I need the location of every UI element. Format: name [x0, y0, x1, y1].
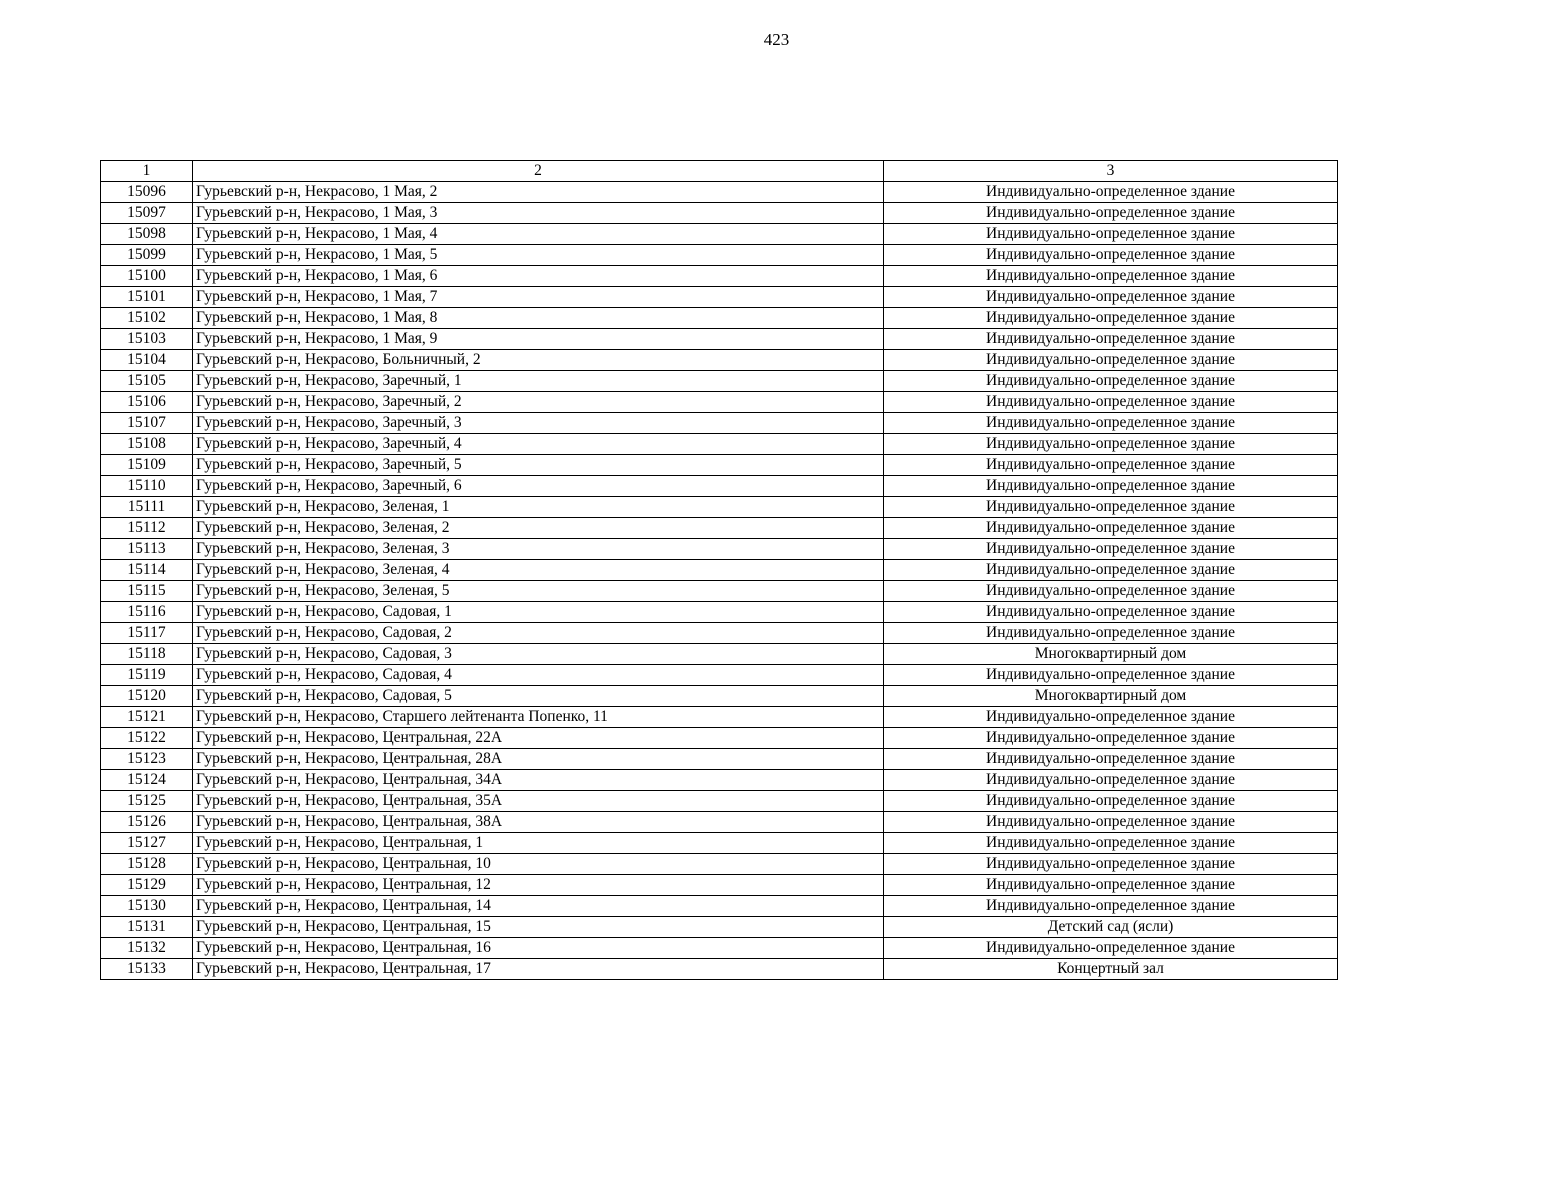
address-cell: Гурьевский р-н, Некрасово, Зеленая, 5 — [193, 581, 884, 602]
address-cell: Гурьевский р-н, Некрасово, 1 Мая, 7 — [193, 287, 884, 308]
table-row — [101, 371, 1338, 392]
row-number-cell: 15126 — [101, 812, 193, 833]
table-row — [101, 518, 1338, 539]
row-number-cell: 15122 — [101, 728, 193, 749]
table-row — [101, 497, 1338, 518]
address-cell: Гурьевский р-н, Некрасово, Центральная, 17 — [193, 959, 884, 980]
table-row — [101, 266, 1338, 287]
address-cell: Гурьевский р-н, Некрасово, Центральная, 14 — [193, 896, 884, 917]
table-row — [101, 602, 1338, 623]
object-type-cell: Индивидуально-определенное здание — [884, 287, 1338, 308]
table-row — [101, 749, 1338, 770]
row-number-cell: 15112 — [101, 518, 193, 539]
address-cell: Гурьевский р-н, Некрасово, Старшего лейтенанта Попенко, 11 — [193, 707, 884, 728]
object-type-cell: Индивидуально-определенное здание — [884, 476, 1338, 497]
object-type-cell: Индивидуально-определенное здание — [884, 308, 1338, 329]
row-number-cell: 15106 — [101, 392, 193, 413]
address-cell: Гурьевский р-н, Некрасово, Заречный, 2 — [193, 392, 884, 413]
object-type-cell: Индивидуально-определенное здание — [884, 224, 1338, 245]
address-cell: Гурьевский р-н, Некрасово, Садовая, 1 — [193, 602, 884, 623]
table-row — [101, 644, 1338, 665]
object-type-cell: Индивидуально-определенное здание — [884, 245, 1338, 266]
object-type-cell: Индивидуально-определенное здание — [884, 833, 1338, 854]
row-number-cell: 15108 — [101, 434, 193, 455]
row-number-cell: 15130 — [101, 896, 193, 917]
object-type-cell: Многоквартирный дом — [884, 644, 1338, 665]
row-number-cell: 15100 — [101, 266, 193, 287]
table-row — [101, 455, 1338, 476]
table-row — [101, 812, 1338, 833]
address-cell: Гурьевский р-н, Некрасово, Центральная, 34А — [193, 770, 884, 791]
object-type-cell: Концертный зал — [884, 959, 1338, 980]
row-number-cell: 15133 — [101, 959, 193, 980]
object-type-cell: Индивидуально-определенное здание — [884, 413, 1338, 434]
address-cell: Гурьевский р-н, Некрасово, Заречный, 4 — [193, 434, 884, 455]
object-type-cell: Индивидуально-определенное здание — [884, 812, 1338, 833]
page-number: 423 — [763, 30, 790, 49]
address-cell: Гурьевский р-н, Некрасово, Садовая, 5 — [193, 686, 884, 707]
object-type-cell: Индивидуально-определенное здание — [884, 203, 1338, 224]
address-cell: Гурьевский р-н, Некрасово, Зеленая, 4 — [193, 560, 884, 581]
row-number-cell: 15132 — [101, 938, 193, 959]
row-number-cell: 15099 — [101, 245, 193, 266]
object-type-cell: Индивидуально-определенное здание — [884, 539, 1338, 560]
row-number-cell: 15115 — [101, 581, 193, 602]
row-number-cell: 15119 — [101, 665, 193, 686]
row-number-cell: 15116 — [101, 602, 193, 623]
row-number-cell: 15105 — [101, 371, 193, 392]
row-number-cell: 15114 — [101, 560, 193, 581]
row-number-cell: 15103 — [101, 329, 193, 350]
address-cell: Гурьевский р-н, Некрасово, Заречный, 1 — [193, 371, 884, 392]
object-type-cell: Индивидуально-определенное здание — [884, 434, 1338, 455]
address-cell: Гурьевский р-н, Некрасово, Центральная, 10 — [193, 854, 884, 875]
row-number-cell: 15117 — [101, 623, 193, 644]
object-type-cell: Индивидуально-определенное здание — [884, 623, 1338, 644]
table-row — [101, 623, 1338, 644]
address-cell: Гурьевский р-н, Некрасово, 1 Мая, 8 — [193, 308, 884, 329]
table-row — [101, 770, 1338, 791]
table-row — [101, 539, 1338, 560]
address-cell: Гурьевский р-н, Некрасово, Больничный, 2 — [193, 350, 884, 371]
address-cell: Гурьевский р-н, Некрасово, Центральная, 15 — [193, 917, 884, 938]
property-table — [100, 160, 1338, 980]
object-type-cell: Индивидуально-определенное здание — [884, 182, 1338, 203]
object-type-cell: Индивидуально-определенное здание — [884, 665, 1338, 686]
address-cell: Гурьевский р-н, Некрасово, 1 Мая, 6 — [193, 266, 884, 287]
row-number-cell: 15128 — [101, 854, 193, 875]
table-row — [101, 959, 1338, 980]
object-type-cell: Индивидуально-определенное здание — [884, 749, 1338, 770]
table-row — [101, 560, 1338, 581]
table-row — [101, 728, 1338, 749]
address-cell: Гурьевский р-н, Некрасово, Заречный, 3 — [193, 413, 884, 434]
table-row — [101, 329, 1338, 350]
table-row — [101, 707, 1338, 728]
row-number-cell: 15124 — [101, 770, 193, 791]
address-cell: Гурьевский р-н, Некрасово, Заречный, 5 — [193, 455, 884, 476]
table-row — [101, 245, 1338, 266]
table-row — [101, 896, 1338, 917]
row-number-cell: 15121 — [101, 707, 193, 728]
row-number-cell: 15127 — [101, 833, 193, 854]
object-type-cell: Индивидуально-определенное здание — [884, 560, 1338, 581]
table-row — [101, 350, 1338, 371]
column-header-address: 2 — [193, 161, 884, 182]
table-row — [101, 392, 1338, 413]
object-type-cell: Индивидуально-определенное здание — [884, 455, 1338, 476]
table-row — [101, 686, 1338, 707]
address-cell: Гурьевский р-н, Некрасово, Зеленая, 1 — [193, 497, 884, 518]
table-row — [101, 665, 1338, 686]
object-type-cell: Индивидуально-определенное здание — [884, 707, 1338, 728]
address-cell: Гурьевский р-н, Некрасово, Центральная, 12 — [193, 875, 884, 896]
column-header-number: 1 — [101, 161, 193, 182]
object-type-cell: Индивидуально-определенное здание — [884, 602, 1338, 623]
address-cell: Гурьевский р-н, Некрасово, Зеленая, 2 — [193, 518, 884, 539]
address-cell: Гурьевский р-н, Некрасово, Центральная, 16 — [193, 938, 884, 959]
address-cell: Гурьевский р-н, Некрасово, 1 Мая, 9 — [193, 329, 884, 350]
address-cell: Гурьевский р-н, Некрасово, Центральная, 22А — [193, 728, 884, 749]
address-cell: Гурьевский р-н, Некрасово, 1 Мая, 5 — [193, 245, 884, 266]
table-row — [101, 308, 1338, 329]
object-type-cell: Индивидуально-определенное здание — [884, 497, 1338, 518]
table-body — [101, 161, 1338, 980]
row-number-cell: 15113 — [101, 539, 193, 560]
object-type-cell: Индивидуально-определенное здание — [884, 938, 1338, 959]
object-type-cell: Индивидуально-определенное здание — [884, 581, 1338, 602]
object-type-cell: Индивидуально-определенное здание — [884, 392, 1338, 413]
address-cell: Гурьевский р-н, Некрасово, Центральная, 35А — [193, 791, 884, 812]
address-cell: Гурьевский р-н, Некрасово, 1 Мая, 2 — [193, 182, 884, 203]
table-row — [101, 413, 1338, 434]
table-row — [101, 791, 1338, 812]
table-row — [101, 287, 1338, 308]
table-row — [101, 938, 1338, 959]
row-number-cell: 15097 — [101, 203, 193, 224]
address-cell: Гурьевский р-н, Некрасово, Садовая, 2 — [193, 623, 884, 644]
row-number-cell: 15110 — [101, 476, 193, 497]
object-type-cell: Индивидуально-определенное здание — [884, 896, 1338, 917]
table-row — [101, 224, 1338, 245]
table-row — [101, 581, 1338, 602]
address-cell: Гурьевский р-н, Некрасово, 1 Мая, 3 — [193, 203, 884, 224]
row-number-cell: 15118 — [101, 644, 193, 665]
table-row — [101, 833, 1338, 854]
row-number-cell: 15123 — [101, 749, 193, 770]
table-row — [101, 182, 1338, 203]
object-type-cell: Индивидуально-определенное здание — [884, 329, 1338, 350]
table-header-row — [101, 161, 1338, 182]
address-cell: Гурьевский р-н, Некрасово, Центральная, 28А — [193, 749, 884, 770]
object-type-cell: Индивидуально-определенное здание — [884, 854, 1338, 875]
row-number-cell: 15125 — [101, 791, 193, 812]
object-type-cell: Многоквартирный дом — [884, 686, 1338, 707]
row-number-cell: 15131 — [101, 917, 193, 938]
row-number-cell: 15120 — [101, 686, 193, 707]
row-number-cell: 15098 — [101, 224, 193, 245]
row-number-cell: 15101 — [101, 287, 193, 308]
object-type-cell: Индивидуально-определенное здание — [884, 518, 1338, 539]
row-number-cell: 15109 — [101, 455, 193, 476]
table-row — [101, 917, 1338, 938]
table-row — [101, 476, 1338, 497]
object-type-cell: Индивидуально-определенное здание — [884, 266, 1338, 287]
address-cell: Гурьевский р-н, Некрасово, Центральная, 38А — [193, 812, 884, 833]
address-cell: Гурьевский р-н, Некрасово, Заречный, 6 — [193, 476, 884, 497]
address-cell: Гурьевский р-н, Некрасово, Садовая, 4 — [193, 665, 884, 686]
address-cell: Гурьевский р-н, Некрасово, 1 Мая, 4 — [193, 224, 884, 245]
row-number-cell: 15096 — [101, 182, 193, 203]
address-cell: Гурьевский р-н, Некрасово, Садовая, 3 — [193, 644, 884, 665]
table-row — [101, 434, 1338, 455]
object-type-cell: Индивидуально-определенное здание — [884, 728, 1338, 749]
object-type-cell: Индивидуально-определенное здание — [884, 350, 1338, 371]
object-type-cell: Индивидуально-определенное здание — [884, 371, 1338, 392]
object-type-cell: Индивидуально-определенное здание — [884, 875, 1338, 896]
address-cell: Гурьевский р-н, Некрасово, Зеленая, 3 — [193, 539, 884, 560]
object-type-cell: Детский сад (ясли) — [884, 917, 1338, 938]
object-type-cell: Индивидуально-определенное здание — [884, 770, 1338, 791]
row-number-cell: 15111 — [101, 497, 193, 518]
table-row — [101, 875, 1338, 896]
object-type-cell: Индивидуально-определенное здание — [884, 791, 1338, 812]
table-row — [101, 203, 1338, 224]
row-number-cell: 15102 — [101, 308, 193, 329]
column-header-type: 3 — [884, 161, 1338, 182]
address-cell: Гурьевский р-н, Некрасово, Центральная, 1 — [193, 833, 884, 854]
row-number-cell: 15107 — [101, 413, 193, 434]
table-row — [101, 854, 1338, 875]
row-number-cell: 15129 — [101, 875, 193, 896]
row-number-cell: 15104 — [101, 350, 193, 371]
